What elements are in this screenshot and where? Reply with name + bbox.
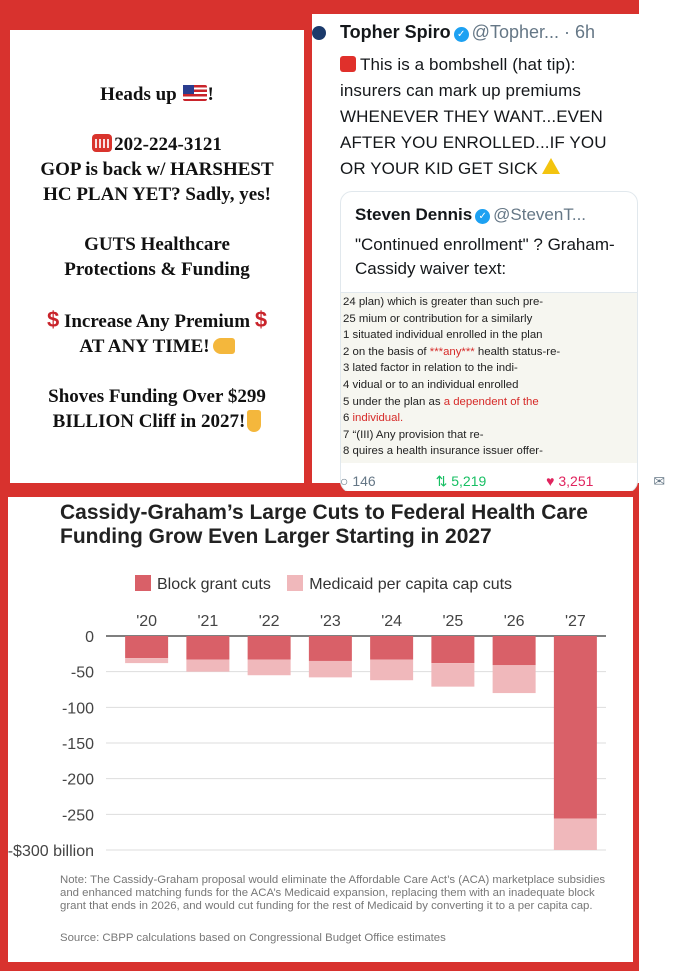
line-number: 3	[343, 362, 350, 375]
document-line: 2 on the basis of ***any*** health status-re-	[343, 345, 561, 358]
like-button[interactable]: ♥ 3,251	[546, 473, 594, 489]
document-line: 4 vidual or to an individual enrolled	[343, 378, 519, 391]
us-flag-icon	[183, 85, 207, 101]
document-line: 6 individual.	[343, 412, 404, 425]
document-line: 5 under the plan as a dependent of the	[343, 395, 539, 408]
message-card	[10, 30, 304, 483]
tweet-actions	[340, 473, 666, 490]
x-tick-label: '21	[197, 613, 219, 630]
bar-block-grant	[248, 636, 291, 660]
bar-per-capita-cap	[186, 660, 229, 672]
document-line: 25 mium or contribution for a similarly	[343, 312, 533, 325]
warning-icon	[542, 158, 560, 174]
verified-icon: ✓	[475, 209, 490, 224]
x-tick-label: '25	[442, 613, 464, 630]
chart-card	[8, 497, 633, 962]
bar-block-grant	[554, 636, 597, 819]
bar-block-grant	[186, 636, 229, 660]
quoted-document-image	[341, 292, 637, 463]
author-name[interactable]: Topher Spiro	[340, 22, 451, 42]
retweet-button[interactable]: ⇅ 5,219	[435, 473, 487, 489]
direct-message-button[interactable]: ✉	[653, 473, 666, 489]
bar-per-capita-cap	[125, 658, 168, 663]
document-line: 24 plan) which is greater than such pre-	[343, 296, 544, 308]
verified-icon: ✓	[454, 27, 469, 42]
pointing-right-icon	[213, 338, 235, 354]
message-line-10: BILLION Cliff in 2027!	[10, 409, 304, 434]
message-line-5: GUTS Healthcare	[84, 234, 230, 255]
bar-per-capita-cap	[370, 660, 413, 681]
bar-per-capita-cap	[309, 661, 352, 677]
x-tick-label: '26	[503, 613, 525, 630]
bar-block-grant	[370, 636, 413, 660]
message-line-4: HC PLAN YET? Sadly, yes!	[43, 184, 271, 205]
message-line-8: AT ANY TIME!	[10, 334, 304, 359]
line-number: 8	[343, 445, 350, 458]
message-line-9: Shoves Funding Over $299	[48, 386, 266, 407]
line-number: 5	[343, 395, 350, 408]
author-handle[interactable]: @Topher...	[471, 22, 559, 42]
x-tick-label: '24	[381, 613, 403, 630]
document-line: 1 situated individual enrolled in the plan	[343, 329, 543, 342]
y-tick-label: 0	[85, 629, 94, 646]
bar-per-capita-cap	[554, 819, 597, 850]
document-text	[343, 294, 560, 460]
document-line: 8 quires a health insurance issuer offer-	[343, 445, 543, 458]
dollar-icon: $	[254, 307, 268, 332]
quoted-tweet[interactable]	[340, 191, 638, 493]
message-line-3: GOP is back w/ HARSHEST	[40, 159, 274, 180]
telephone-icon	[92, 134, 112, 152]
bar-block-grant	[493, 636, 536, 665]
legend-block-grant: Block grant cuts	[135, 576, 271, 593]
legend-per-capita: Medicaid per capita cap cuts	[287, 576, 512, 593]
line-number: 7	[343, 428, 350, 441]
y-tick-label: -$300 billion	[7, 843, 94, 860]
y-tick-label: -50	[70, 664, 94, 682]
dollar-icon: $	[46, 307, 60, 332]
bar-block-grant	[431, 636, 474, 663]
phone-number: 202-224-3121	[10, 132, 304, 157]
bar-per-capita-cap	[248, 660, 291, 676]
x-tick-label: '20	[136, 613, 158, 630]
bar-chart	[8, 497, 633, 867]
y-tick-label: -250	[61, 807, 94, 825]
document-line: 7 “(III) Any provision that re-	[343, 428, 484, 441]
message-line-7: $ Increase Any Premium $	[46, 307, 268, 332]
x-tick-label: '22	[258, 613, 280, 630]
tweet-header	[340, 22, 640, 43]
document-line: 3 lated factor in relation to the indi-	[343, 362, 518, 375]
message-line-1: Heads up !	[100, 84, 214, 105]
tweet-card	[312, 14, 666, 489]
y-tick-label: -100	[61, 700, 94, 718]
pointing-down-icon	[247, 410, 261, 432]
bar-per-capita-cap	[431, 663, 474, 687]
line-number: 24	[343, 296, 356, 308]
line-number: 4	[343, 378, 350, 391]
line-number: 6	[343, 412, 350, 425]
avatar[interactable]	[312, 26, 326, 40]
x-tick-label: '23	[319, 613, 341, 630]
tweet-text: This is a bombshell (hat tip): insurers can mark up premiums WHENEVER THEY WANT...EVEN AFTER YOU ENROLLED...IF YOU OR YOUR KID GET SICK	[340, 55, 607, 178]
siren-icon	[340, 56, 356, 72]
bar-per-capita-cap	[493, 665, 536, 693]
quoted-text: "Continued enrollment" ? Graham-Cassidy waiver text:	[355, 235, 615, 278]
line-number: 2	[343, 345, 350, 358]
chart-note: Note: The Cassidy-Graham proposal would eliminate the Affordable Care Act’s (ACA) marketplace subsidies and enhanced matching funds for the ACA’s Medicaid expansion, replacing them with an inadequate block grant that ends in 2026, and would cut funding for the rest of Medicaid by converting it to a per capita cap.	[60, 874, 606, 912]
line-number: 25	[343, 312, 356, 325]
reply-button[interactable]: ○ 146	[340, 473, 376, 489]
quoted-author-name: Steven Dennis	[355, 205, 473, 224]
bar-block-grant	[125, 636, 168, 658]
chart-source: Source: CBPP calculations based on Congressional Budget Office estimates	[60, 932, 446, 944]
chart-title: Cassidy-Graham’s Large Cuts to Federal Health Care Funding Grow Even Larger Starting in 2027	[60, 501, 588, 548]
y-tick-label: -200	[61, 771, 94, 789]
quoted-author-handle: @StevenT...	[493, 205, 587, 224]
bar-block-grant	[309, 636, 352, 661]
x-tick-label: '27	[564, 613, 586, 630]
message-line-6: Protections & Funding	[64, 259, 250, 280]
line-number: 1	[343, 329, 350, 342]
y-tick-label: -150	[61, 736, 94, 753]
quoted-header	[355, 205, 586, 225]
tweet-time[interactable]: · 6h	[564, 22, 596, 42]
